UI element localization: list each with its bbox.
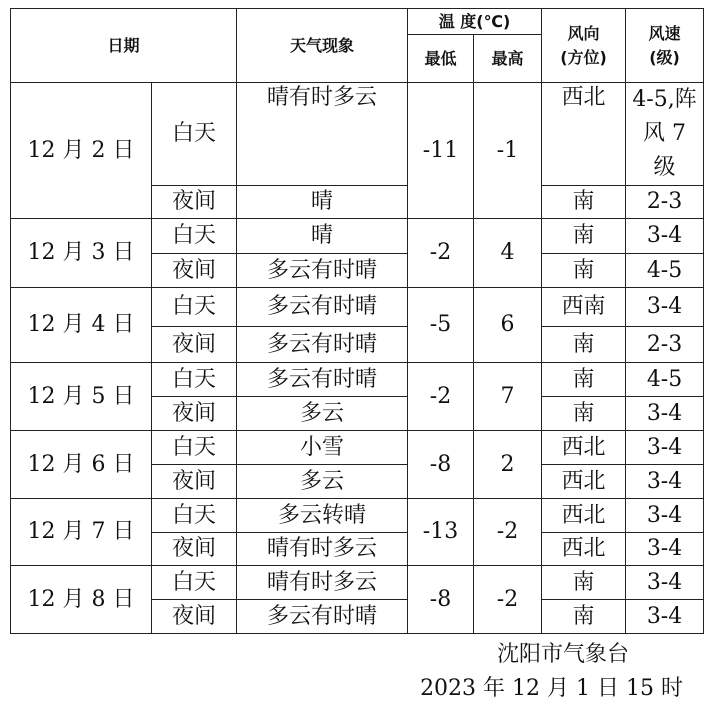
wind-speed-cell: 2-3 [626, 186, 704, 219]
period-cell: 白天 [152, 219, 237, 254]
wind-direction-cell: 西北 [542, 533, 626, 566]
max-temp-cell: -2 [474, 566, 542, 634]
period-cell: 夜间 [152, 533, 237, 566]
header-wind-speed: 风速(级) [626, 9, 704, 83]
wind-speed-cell: 3-4 [626, 533, 704, 566]
weather-cell: 小雪 [237, 431, 408, 465]
wind-direction-cell: 南 [542, 397, 626, 431]
wind-speed-cell: 3-4 [626, 431, 704, 465]
max-temp-cell: 7 [474, 363, 542, 431]
weather-cell: 晴有时多云 [237, 83, 408, 186]
header-date: 日期 [11, 9, 237, 83]
weather-cell: 多云转晴 [237, 499, 408, 533]
header-min-temp: 最低 [408, 35, 474, 83]
weather-cell: 多云 [237, 465, 408, 499]
wind-direction-cell: 南 [542, 254, 626, 288]
min-temp-cell: -5 [408, 288, 474, 363]
wind-direction-cell: 南 [542, 600, 626, 634]
wind-direction-cell: 西北 [542, 431, 626, 465]
weather-cell: 晴有时多云 [237, 566, 408, 600]
wind-speed-cell: 3-4 [626, 566, 704, 600]
min-temp-cell: -8 [408, 566, 474, 634]
weather-cell: 多云 [237, 397, 408, 431]
table-row [11, 363, 704, 397]
weather-cell: 多云有时晴 [237, 288, 408, 327]
weather-cell: 多云有时晴 [237, 600, 408, 634]
weather-cell: 多云有时晴 [237, 363, 408, 397]
max-temp-cell: 6 [474, 288, 542, 363]
min-temp-cell: -2 [408, 219, 474, 288]
wind-speed-cell: 4-5,阵风 7 级 [626, 83, 704, 186]
wind-speed-cell: 4-5 [626, 363, 704, 397]
max-temp-cell: -2 [474, 499, 542, 566]
wind-speed-cell: 3-4 [626, 397, 704, 431]
header-max-temp: 最高 [474, 35, 542, 83]
min-temp-cell: -13 [408, 499, 474, 566]
weather-cell: 多云有时晴 [237, 327, 408, 363]
date-cell: 12 月 6 日 [11, 431, 152, 499]
max-temp-cell: 4 [474, 219, 542, 288]
period-cell: 夜间 [152, 600, 237, 634]
wind-speed-cell: 3-4 [626, 600, 704, 634]
wind-direction-cell: 南 [542, 186, 626, 219]
weather-cell: 晴有时多云 [237, 533, 408, 566]
period-cell: 夜间 [152, 186, 237, 219]
weather-cell: 晴 [237, 186, 408, 219]
max-temp-cell: -1 [474, 83, 542, 219]
wind-direction-cell: 南 [542, 327, 626, 363]
weather-cell: 晴 [237, 219, 408, 254]
period-cell: 白天 [152, 566, 237, 600]
issuing-organization: 沈阳市气象台 [496, 642, 629, 667]
period-cell: 夜间 [152, 465, 237, 499]
wind-speed-cell: 3-4 [626, 465, 704, 499]
wind-direction-cell: 南 [542, 219, 626, 254]
min-temp-cell: -2 [408, 363, 474, 431]
wind-direction-cell: 西北 [542, 465, 626, 499]
date-cell: 12 月 4 日 [11, 288, 152, 363]
wind-speed-cell: 3-4 [626, 219, 704, 254]
period-cell: 白天 [152, 499, 237, 533]
wind-direction-cell: 南 [542, 363, 626, 397]
table-row [11, 499, 704, 533]
wind-direction-cell: 西北 [542, 83, 626, 186]
wind-speed-cell: 4-5 [626, 254, 704, 288]
table-row [11, 288, 704, 327]
header-temperature: 温 度(℃) [408, 9, 542, 35]
date-cell: 12 月 2 日 [11, 83, 152, 219]
issue-time: 2023 年 12 月 1 日 15 时 [420, 676, 683, 701]
period-cell: 白天 [152, 83, 237, 186]
weather-cell: 多云有时晴 [237, 254, 408, 288]
period-cell: 白天 [152, 431, 237, 465]
wind-direction-cell: 南 [542, 566, 626, 600]
period-cell: 白天 [152, 363, 237, 397]
date-cell: 12 月 7 日 [11, 499, 152, 566]
table-row [11, 431, 704, 465]
period-cell: 夜间 [152, 327, 237, 363]
wind-speed-cell: 3-4 [626, 499, 704, 533]
period-cell: 夜间 [152, 397, 237, 431]
forecast-table [10, 8, 704, 634]
period-cell: 夜间 [152, 254, 237, 288]
table-row [11, 566, 704, 600]
wind-speed-cell: 3-4 [626, 288, 704, 327]
date-cell: 12 月 5 日 [11, 363, 152, 431]
header-weather: 天气现象 [237, 9, 408, 83]
period-cell: 白天 [152, 288, 237, 327]
wind-direction-cell: 西北 [542, 499, 626, 533]
table-row [11, 83, 704, 186]
min-temp-cell: -8 [408, 431, 474, 499]
wind-direction-cell: 西南 [542, 288, 626, 327]
table-row [11, 219, 704, 254]
date-cell: 12 月 8 日 [11, 566, 152, 634]
header-wind-direction: 风向(方位) [542, 9, 626, 83]
wind-speed-cell: 2-3 [626, 327, 704, 363]
max-temp-cell: 2 [474, 431, 542, 499]
date-cell: 12 月 3 日 [11, 219, 152, 288]
min-temp-cell: -11 [408, 83, 474, 219]
